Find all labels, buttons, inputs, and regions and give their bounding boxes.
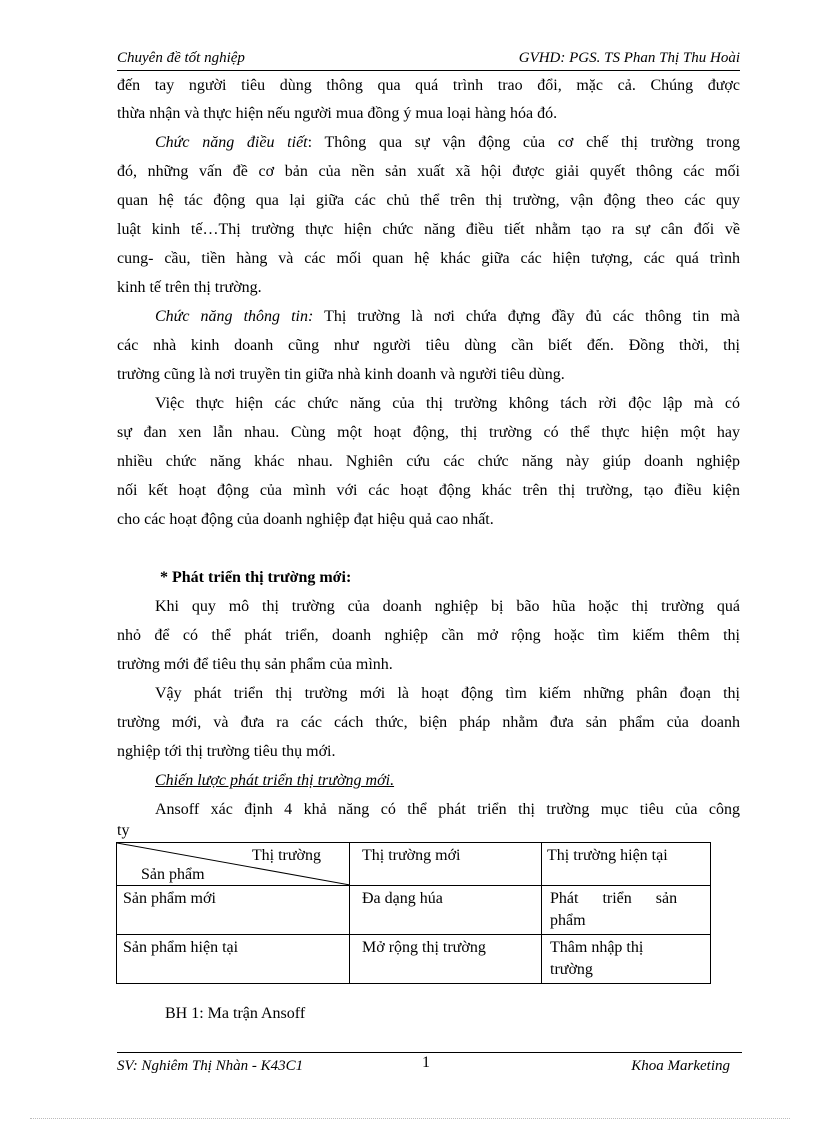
text-line: cung- cầu, tiền hàng và các mối quan hệ khác giữa các hiện tượng, các quá trình — [117, 250, 740, 267]
corner-label-product: Sản phẩm — [141, 866, 205, 883]
table-row — [117, 935, 711, 984]
table-cell-line: Phát triển sản — [550, 890, 678, 907]
text-line: Thông qua sự vận động của cơ chế thị trường trong — [324, 134, 741, 151]
table-cell-line: Thâm nhập thị — [550, 939, 644, 956]
text-line: Khi quy mô thị trường của doanh nghiệp bị bão hũa hoặc thị trường quá — [155, 598, 740, 615]
text-line: đến tay người tiêu dùng thông qua quá trình trao đổi, mặc cả. Chúng được — [117, 77, 740, 94]
table-header-cell: Thị trường hiện tại — [542, 843, 711, 886]
table-cell: Đa dạng húa — [350, 886, 542, 935]
label-thong-tin: Chức năng thông tin: — [155, 308, 314, 325]
page-number: 1 — [422, 1054, 430, 1071]
text-line: quan hệ tác động qua lại giữa các chủ thể trên thị trường, vận động theo các quy — [117, 192, 740, 209]
text-line: trường mới để tiêu thụ sản phẩm của mình. — [117, 656, 393, 673]
table-header-row — [117, 843, 711, 886]
ansoff-matrix-table — [116, 842, 711, 984]
footer-rule — [117, 1052, 742, 1053]
strategy-title: Chiến lược phát triển thị trường mới. — [155, 772, 395, 789]
table-cell — [542, 935, 711, 984]
text-line: đó, những vấn đề cơ bản của nền sản xuất xã hội được giải quyết thông các mối — [117, 163, 740, 180]
text-line: ty — [117, 822, 130, 839]
text-line: cho các hoạt động của doanh nghiệp đạt hiệu quả cao nhất. — [117, 511, 494, 528]
table-row-label: Sản phẩm mới — [117, 886, 350, 935]
page-bottom-dotted-border — [30, 1118, 790, 1119]
text-line: kinh tế trên thị trường. — [117, 279, 262, 296]
section-heading: * Phát triển thị trường mới: — [160, 569, 352, 586]
text-line: thừa nhận và thực hiện nếu người mua đồng ý mua loại hàng hóa đó. — [117, 105, 558, 122]
header-advisor: GVHD: PGS. TS Phan Thị Thu Hoài — [518, 50, 740, 66]
footer-department: Khoa Marketing — [631, 1058, 730, 1074]
text-line: Việc thực hiện các chức năng của thị trường không tách rời độc lập mà có — [155, 395, 740, 412]
text-line: nhỏ để có thể phát triển, doanh nghiệp cần mở rộng hoặc tìm kiếm thêm thị — [117, 627, 740, 644]
label-dieu-tiet: Chức năng điều tiết — [155, 134, 308, 151]
table-cell-line: phẩm — [550, 912, 586, 929]
footer-student: SV: Nghiêm Thị Nhàn - K43C1 — [117, 1058, 304, 1074]
text-line: trường cũng là nơi truyền tin giữa nhà kinh doanh và người tiêu dùng. — [117, 366, 565, 383]
text-line: nối kết hoạt động của mình với các hoạt động khác trên thị trường, tạo điều kiện — [117, 482, 740, 499]
header-course-title: Chuyên đề tốt nghiệp — [117, 50, 245, 66]
text-line: trường mới, và đưa ra các cách thức, biện pháp nhằm đưa sản phẩm của doanh — [117, 714, 740, 731]
text-line: nhiều chức năng khác nhau. Nghiên cứu các chức năng này giúp doanh nghiệp — [117, 453, 740, 470]
table-cell-line: trường — [550, 961, 593, 978]
table-header-cell: Thị trường mới — [350, 843, 542, 886]
label-colon: : — [307, 134, 313, 151]
table-row-label: Sản phẩm hiện tại — [117, 935, 350, 984]
text-line: Thị trường là nơi chứa đựng đầy đủ các thông tin mà — [324, 308, 740, 325]
paragraph-thong-tin-start — [117, 308, 740, 326]
text-line: Ansoff xác định 4 khả năng có thể phát triển thị trường mục tiêu của công — [155, 801, 740, 818]
text-line: nghiệp tới thị trường tiêu thụ mới. — [117, 743, 336, 760]
table-row — [117, 886, 711, 935]
text-line: sự đan xen lẫn nhau. Cùng một hoạt động, thị trường có thể thực hiện một hay — [117, 424, 740, 441]
corner-label-market: Thị trường — [251, 847, 321, 864]
paragraph-dieu-tiet-start — [117, 134, 740, 152]
text-line: các nhà kinh doanh cũng như người tiêu dùng cần biết đến. Đồng thời, thị — [117, 337, 740, 354]
figure-caption: BH 1: Ma trận Ansoff — [165, 1005, 306, 1022]
page-header — [117, 48, 740, 71]
table-corner-cell — [117, 843, 350, 886]
text-line: Vậy phát triển thị trường mới là hoạt động tìm kiếm những phân đoạn thị — [155, 685, 740, 702]
text-line: luật kinh tế…Thị trường thực hiện chức năng điều tiết nhằm tạo ra sự cân đối về — [117, 221, 740, 238]
table-cell: Mở rộng thị trường — [350, 935, 542, 984]
table-cell — [542, 886, 711, 935]
